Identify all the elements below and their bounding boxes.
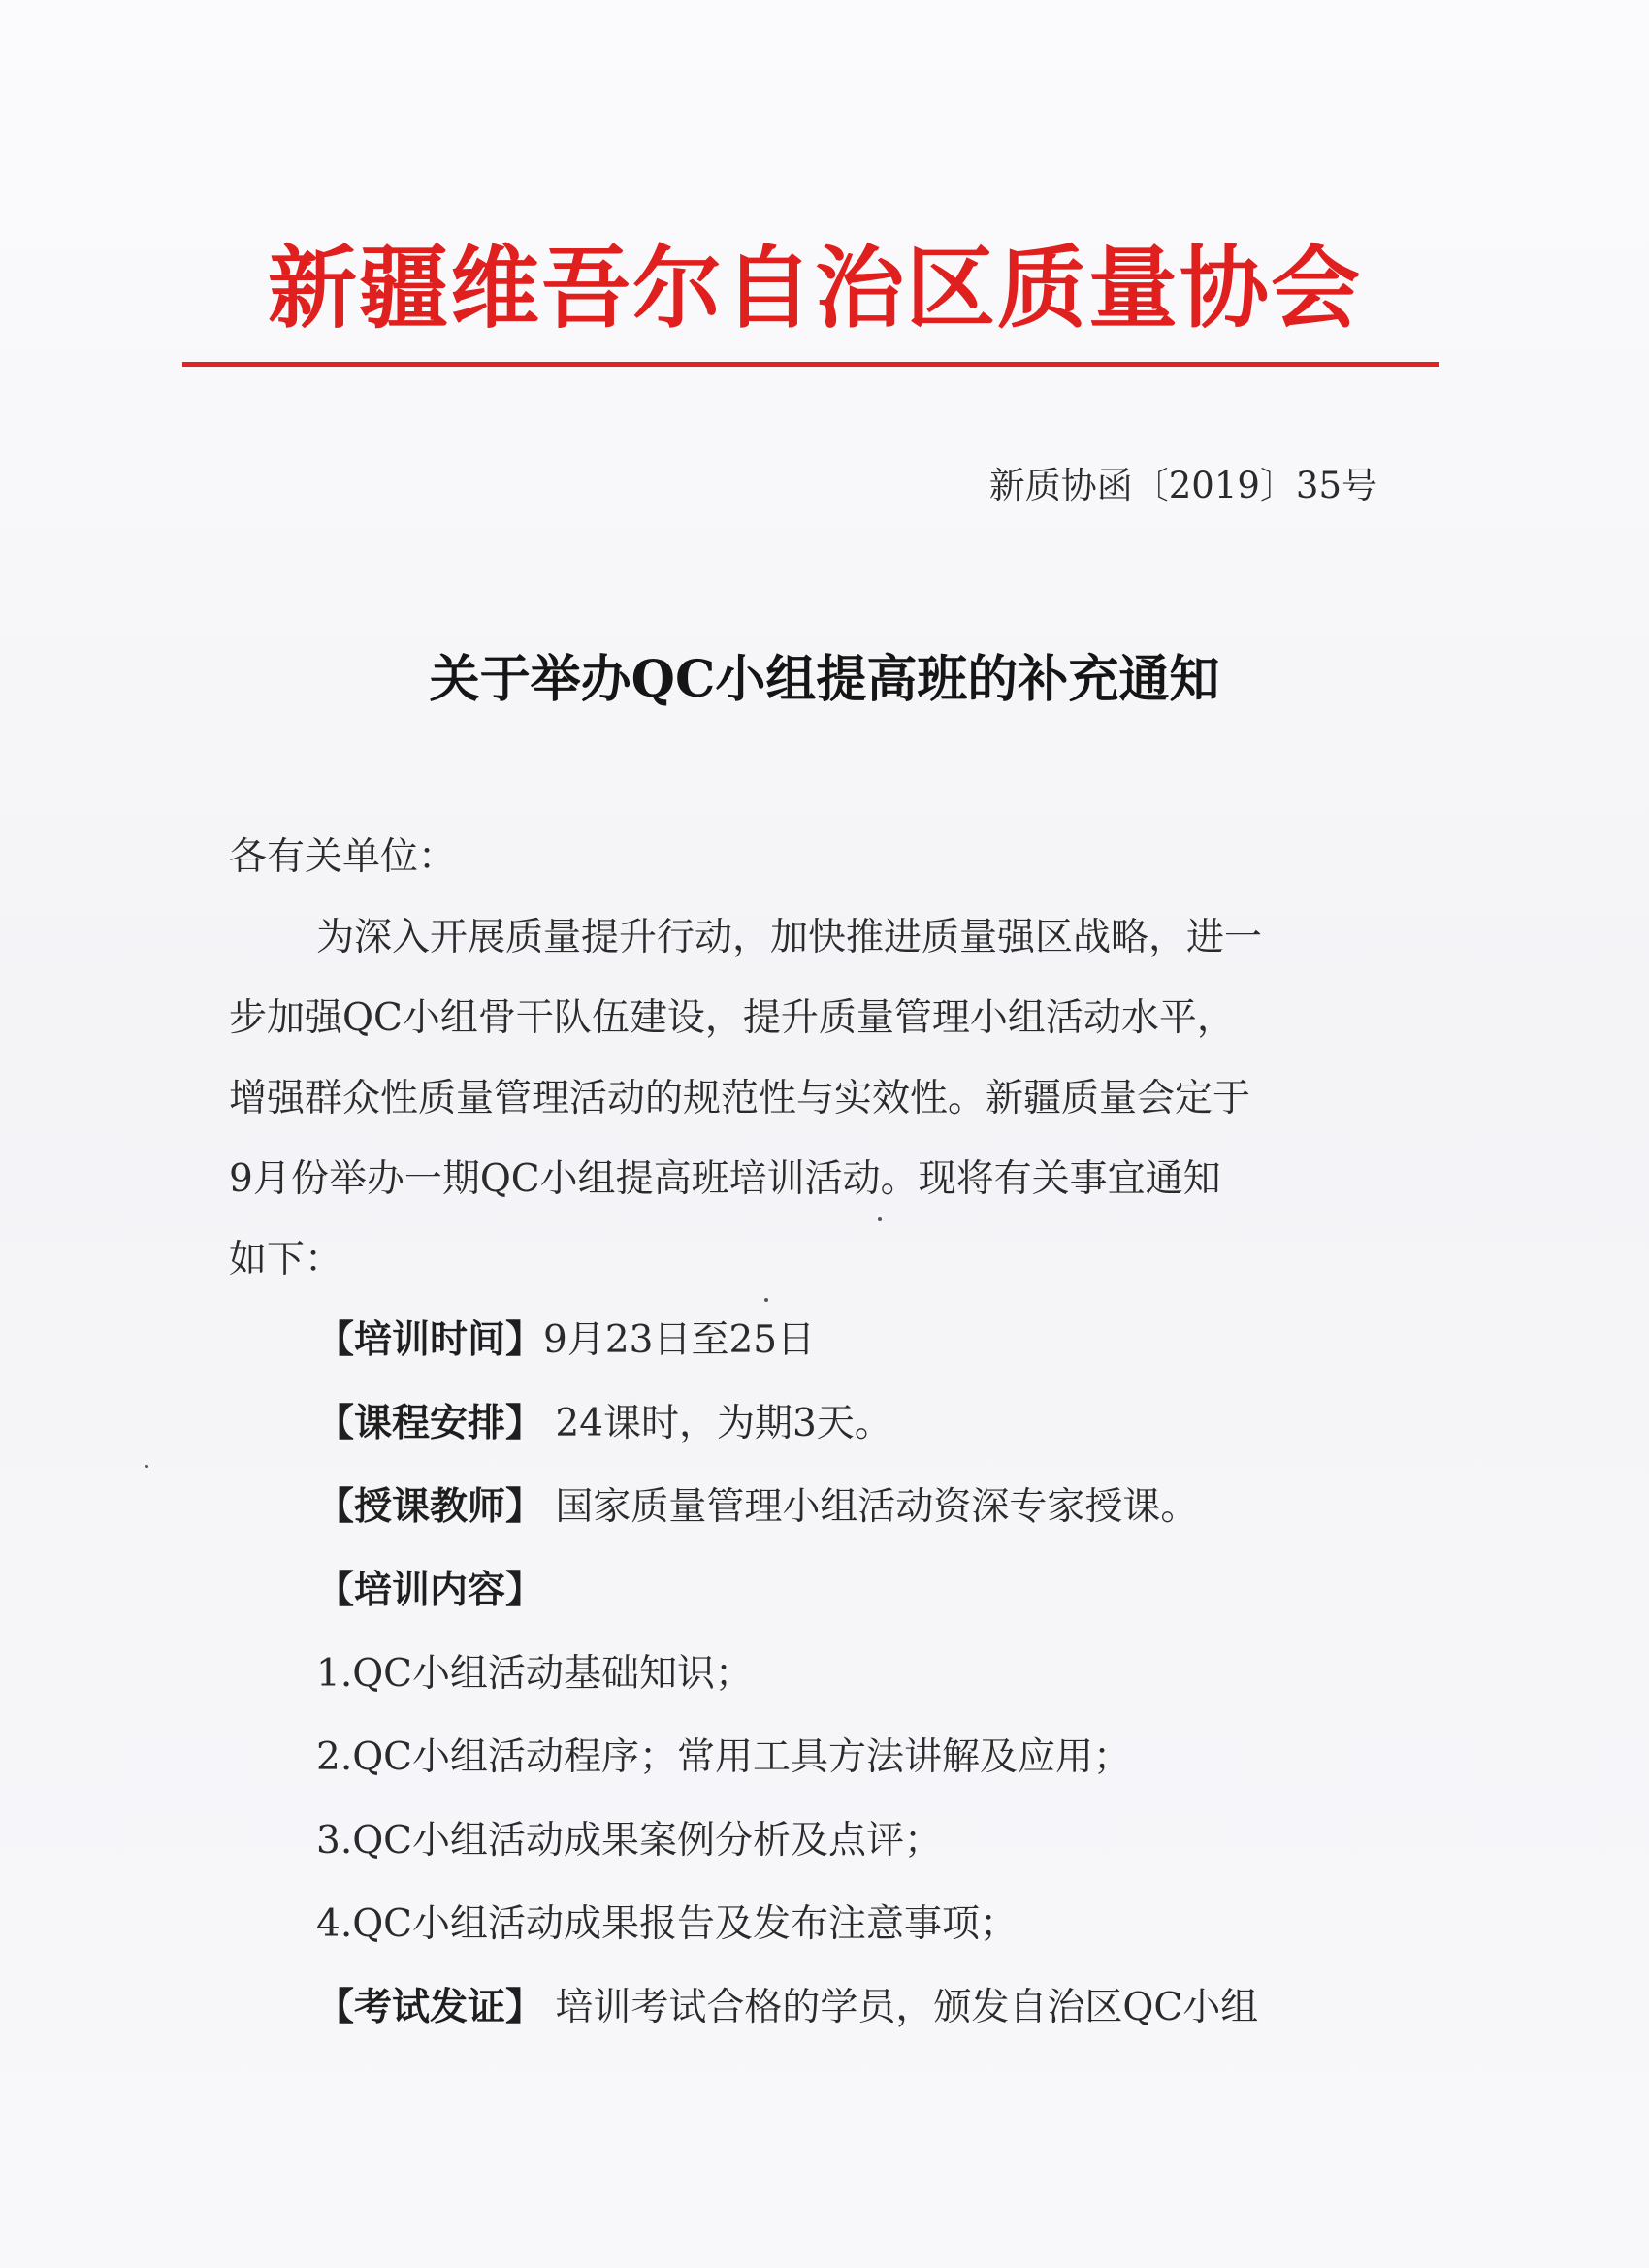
content-label: 【培训内容】 xyxy=(316,1569,544,1612)
salutation: 各有关单位： xyxy=(229,835,457,879)
content-item-1: 1.QC小组活动基础知识； xyxy=(316,1652,754,1696)
scan-speck xyxy=(878,1217,882,1221)
section-training-time xyxy=(316,1310,815,1364)
paragraph-line-3: 增强群众性质量管理活动的规范性与实效性。新疆质量会定于 xyxy=(229,1077,1251,1120)
content-item-2: 2.QC小组活动程序；常用工具方法讲解及应用； xyxy=(316,1735,1132,1779)
schedule-label: 【课程安排】 xyxy=(316,1402,544,1445)
header-red-rule xyxy=(182,362,1439,367)
document-number: 新质协函〔2019〕35号 xyxy=(988,465,1377,506)
training-time-label: 【培训时间】 xyxy=(316,1318,544,1362)
exam-label: 【考试发证】 xyxy=(316,1986,544,2029)
section-content xyxy=(316,1560,543,1614)
training-time-value: 9月23日至25日 xyxy=(543,1318,816,1362)
paragraph-line-4: 9月份举办一期QC小组提高班培训活动。现将有关事宜通知 xyxy=(229,1157,1221,1201)
scan-speck xyxy=(764,1298,768,1302)
section-teacher xyxy=(316,1476,1198,1531)
section-exam xyxy=(316,1977,1258,2031)
document-title: 关于举办QC小组提高班的补充通知 xyxy=(429,650,1220,709)
teacher-label: 【授课教师】 xyxy=(316,1485,544,1529)
paragraph-line-2: 步加强QC小组骨干队伍建设，提升质量管理小组活动水平， xyxy=(229,996,1235,1040)
schedule-value: 24课时，为期3天。 xyxy=(555,1402,892,1445)
content-item-3: 3.QC小组活动成果案例分析及点评； xyxy=(316,1819,943,1863)
paragraph-line-5: 如下： xyxy=(229,1238,343,1281)
organization-header: 新疆维吾尔自治区质量协会 xyxy=(267,237,1362,340)
paragraph-line-1: 为深入开展质量提升行动，加快推进质量强区战略，进一 xyxy=(316,916,1263,959)
teacher-value: 国家质量管理小组活动资深专家授课。 xyxy=(555,1485,1199,1529)
exam-value: 培训考试合格的学员，颁发自治区QC小组 xyxy=(555,1986,1259,2029)
section-schedule xyxy=(316,1393,892,1447)
content-item-4: 4.QC小组活动成果报告及发布注意事项； xyxy=(316,1902,1018,1946)
scan-speck xyxy=(146,1465,148,1468)
